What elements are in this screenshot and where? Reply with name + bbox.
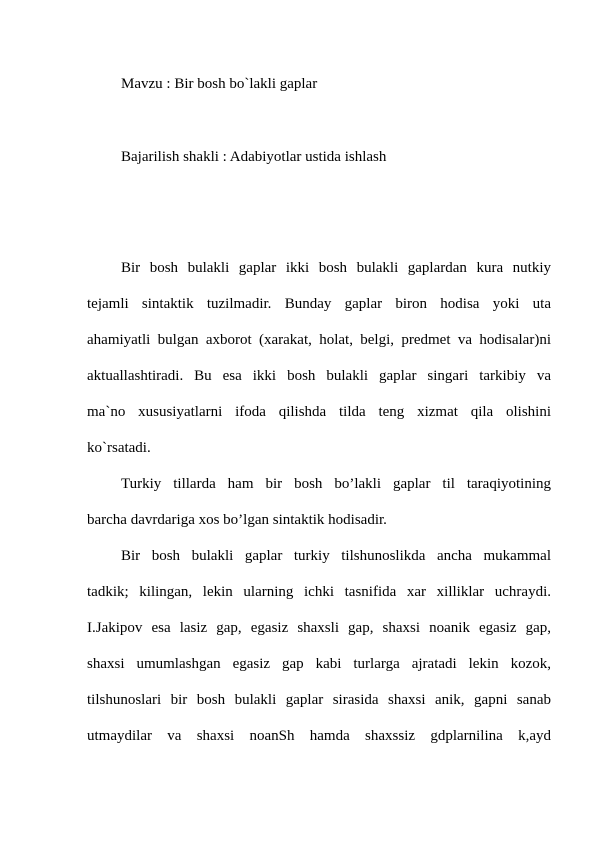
- paragraph-line: tilshunoslari bir bosh bulakli gaplar sirasida shaxsi anik, gapni sanab: [87, 692, 551, 708]
- paragraph-line: I.Jakipov esa lasiz gap, egasiz shaxsli gap, shaxsi noanik egasiz gap,: [87, 620, 551, 636]
- paragraph-line: ahamiyatli bulgan axborot (xarakat, holat, belgi, predmet va hodisalar)ni: [87, 332, 551, 348]
- paragraph-line: Bir bosh bulakli gaplar ikki bosh bulakli gaplardan kura nutkiy: [121, 260, 551, 276]
- form-line: Bajarilish shakli : Adabiyotlar ustida ishlash: [121, 149, 387, 165]
- paragraph-line: tejamli sintaktik tuzilmadir. Bunday gaplar biron hodisa yoki uta: [87, 296, 551, 312]
- paragraph-line: Turkiy tillarda ham bir bosh bo’lakli gaplar til taraqiyotining: [121, 476, 551, 492]
- paragraph-line: aktuallashtiradi. Bu esa ikki bosh bulakli gaplar singari tarkibiy va: [87, 368, 551, 384]
- topic-line: Mavzu : Bir bosh bo`lakli gaplar: [121, 76, 318, 92]
- paragraph-line: ko`rsatadi.: [87, 440, 151, 456]
- paragraph-line: Bir bosh bulakli gaplar turkiy tilshunoslikda ancha mukammal: [121, 548, 551, 564]
- paragraph-line: utmaydilar va shaxsi noanSh hamda shaxssiz gdplarnilina k,ayd: [87, 728, 551, 744]
- paragraph-line: barcha davrdariga xos bo’lgan sintaktik hodisadir.: [87, 512, 387, 528]
- paragraph-line: tadkik; kilingan, lekin ularning ichki tasnifida xar xilliklar uchraydi.: [87, 584, 551, 600]
- paragraph-line: ma`no xususiyatlarni ifoda qilishda tilda teng xizmat qila olishini: [87, 404, 551, 420]
- paragraph-line: shaxsi umumlashgan egasiz gap kabi turlarga ajratadi lekin kozok,: [87, 656, 551, 672]
